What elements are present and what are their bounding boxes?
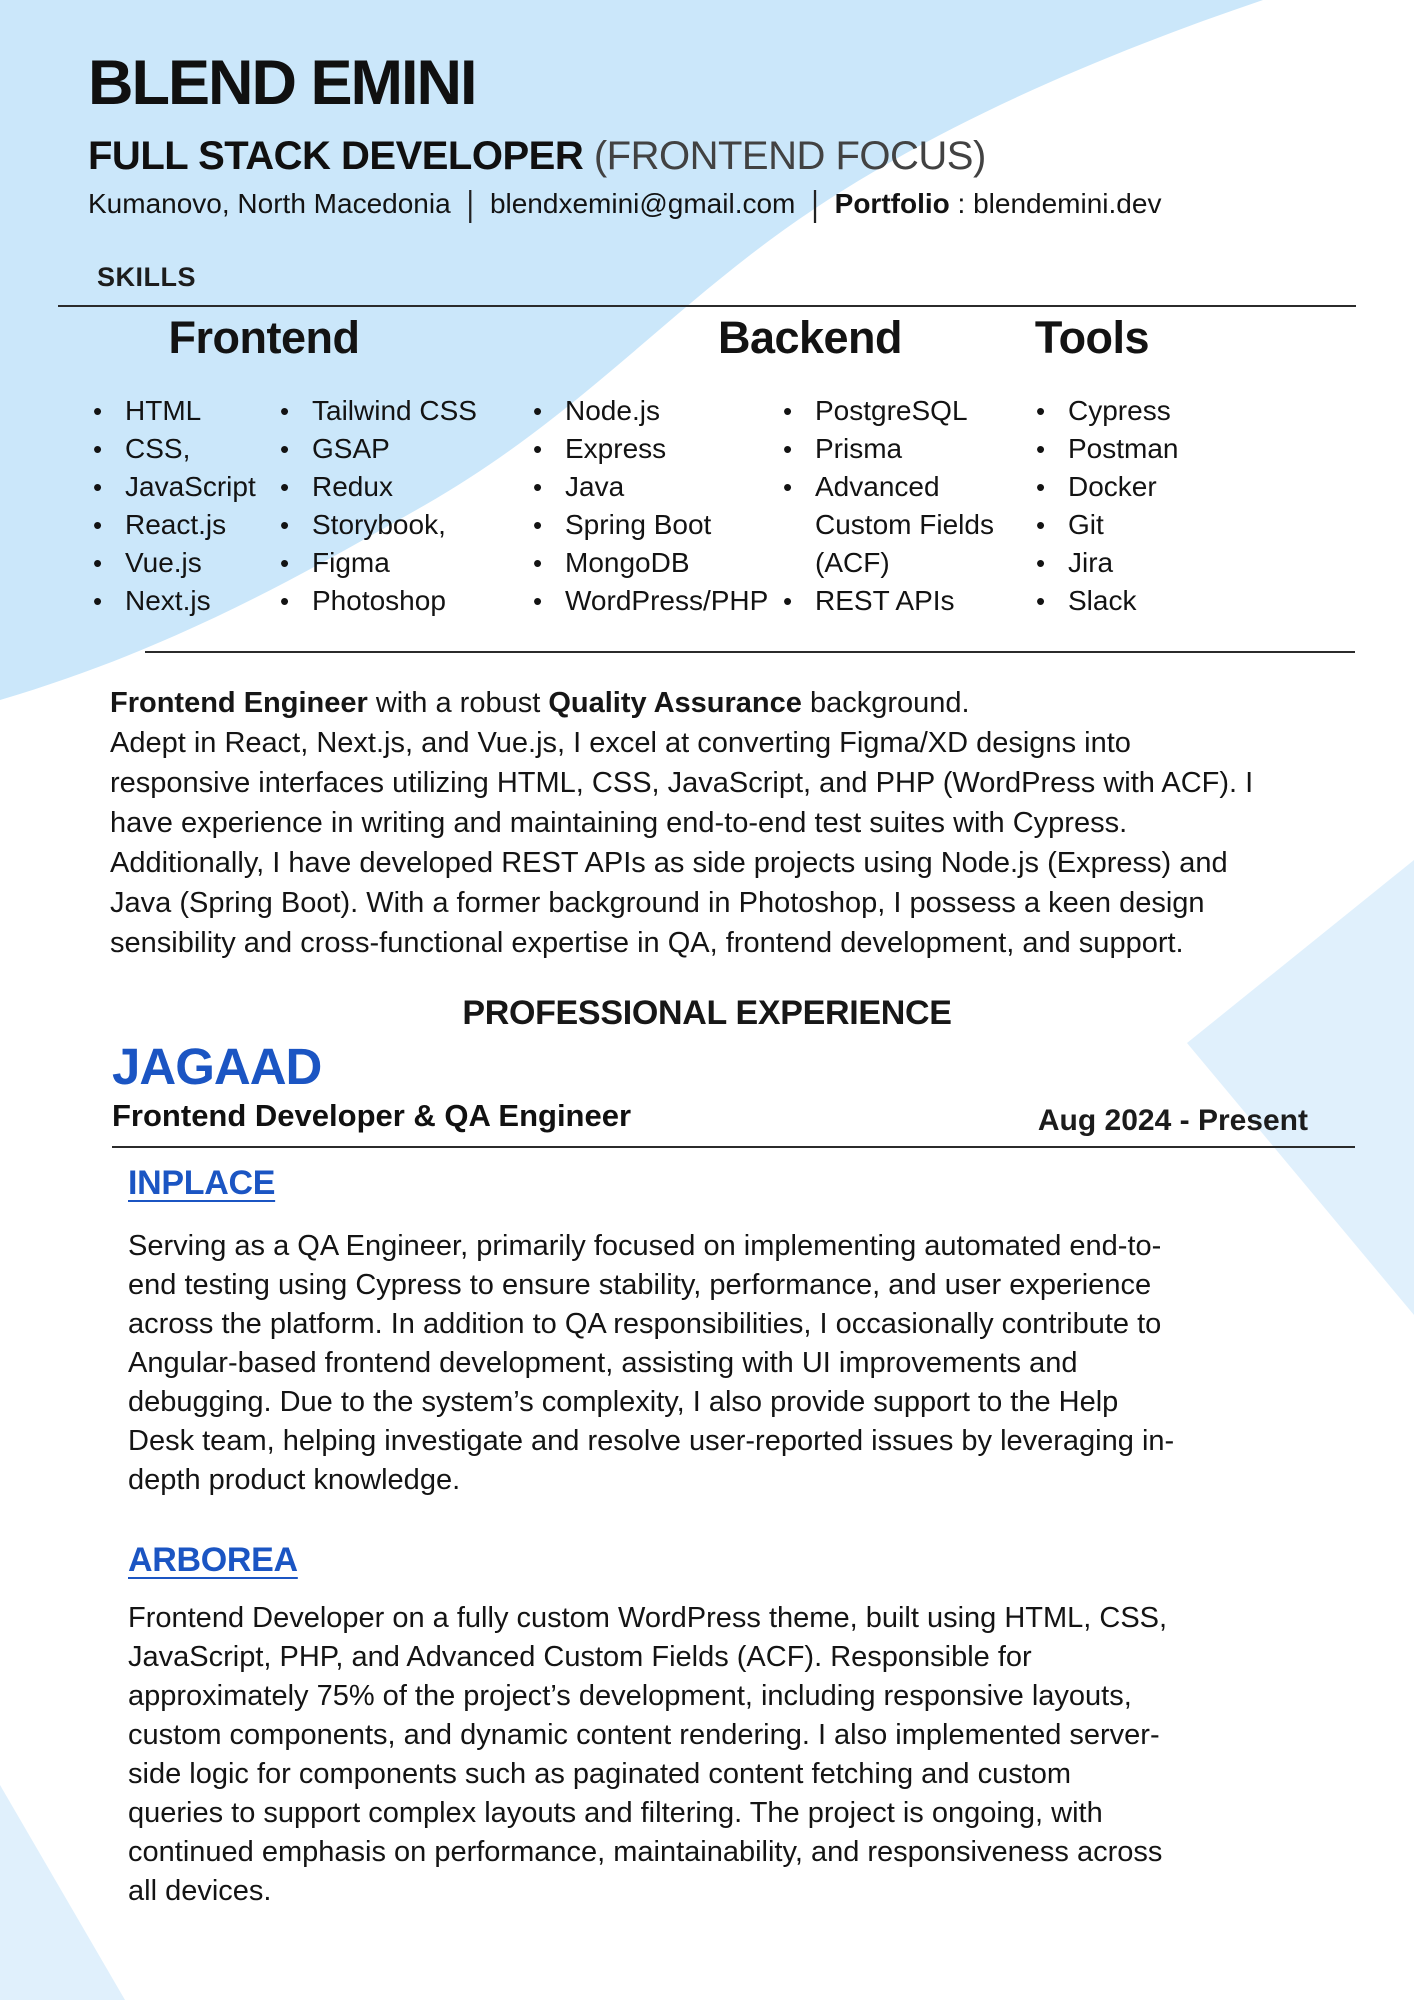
skill-item: • Java (565, 468, 768, 506)
skill-item: • Next.js (125, 582, 256, 620)
text-line: Adept in React, Next.js, and Vue.js, I excel at converting Figma/XD designs into (110, 727, 1131, 759)
skill-item: • JavaScript (125, 468, 256, 506)
skill-item: • Spring Boot (565, 506, 768, 544)
skill-item: • Figma (312, 544, 477, 582)
skill-item: • PostgreSQL (815, 392, 994, 430)
skill-item: • Cypress (1068, 392, 1179, 430)
skill-item: • Prisma (815, 430, 994, 468)
skill-item: • Postman (1068, 430, 1179, 468)
text-line: continued emphasis on performance, maintainability, and responsiveness across (128, 1836, 1163, 1868)
frontend-skill-list-1 (125, 392, 256, 620)
skill-item: • React.js (125, 506, 256, 544)
skill-item: • Express (565, 430, 768, 468)
skills-group-backend-title: Backend (717, 312, 903, 363)
contact-location: Kumanovo, North Macedonia (88, 188, 451, 219)
text-line: responsive interfaces utilizing HTML, CSS, JavaScript, and PHP (WordPress with ACF). I (110, 767, 1254, 799)
contact-line (88, 184, 1162, 223)
text-line: side logic for components such as paginated content fetching and custom (128, 1758, 1072, 1790)
portfolio-url: blendemini.dev (973, 188, 1162, 219)
skill-item: • MongoDB (565, 544, 768, 582)
skill-item: • WordPress/PHP (565, 582, 768, 620)
summary-paragraph (110, 723, 1253, 963)
portfolio-label: Portfolio (834, 188, 950, 219)
skill-item: • Slack (1068, 582, 1179, 620)
divider-under-role (112, 1146, 1355, 1148)
skill-item: • CSS, (125, 430, 256, 468)
divider-under-skills (145, 651, 1355, 653)
text-line: end testing using Cypress to ensure stability, performance, and user experience (128, 1269, 1152, 1301)
skill-item: Custom Fields (815, 509, 994, 540)
text-line: Desk team, helping investigate and resolve user-reported issues by leveraging in- (128, 1425, 1175, 1457)
contact-email: blendxemini@gmail.com (489, 188, 796, 219)
contact-separator: | (466, 184, 474, 223)
text-line: across the platform. In addition to QA responsibilities, I occasionally contribute to (128, 1308, 1162, 1340)
skill-item: • Jira (1068, 544, 1179, 582)
project-link-arborea[interactable]: ARBOREA (128, 1541, 298, 1579)
skill-item: • GSAP (312, 430, 477, 468)
job-title-focus: (FRONTEND FOCUS) (583, 134, 986, 178)
skill-item: • Git (1068, 506, 1179, 544)
skill-item: (ACF) (815, 547, 890, 578)
text-line: have experience in writing and maintaining end-to-end test suites with Cypress. (110, 807, 1128, 839)
text-line: debugging. Due to the system’s complexity, I also provide support to the Help (128, 1386, 1119, 1418)
skills-group-frontend-title: Frontend (168, 312, 360, 363)
summary-bold-quality-assurance: Quality Assurance (548, 687, 802, 719)
project-arborea-description (128, 1599, 1167, 1911)
contact-separator: | (811, 184, 819, 223)
text-line: Java (Spring Boot). With a former background in Photoshop, I possess a keen design (110, 887, 1205, 919)
portfolio-colon: : (949, 188, 974, 219)
company-name: JAGAAD (112, 1038, 322, 1095)
divider-top (58, 305, 1356, 307)
project-inplace-description (128, 1227, 1174, 1500)
skill-item: • Vue.js (125, 544, 256, 582)
text-line: sensibility and cross-functional expertise in QA, frontend development, and support. (110, 927, 1184, 959)
skill-item: • Storybook, (312, 506, 477, 544)
job-title-main: FULL STACK DEVELOPER (88, 134, 584, 178)
backend-skill-list-2 (815, 392, 994, 620)
skills-section-label: SKILLS (97, 262, 197, 292)
text-line: Angular-based frontend development, assisting with UI improvements and (128, 1347, 1078, 1379)
text-line: Additionally, I have developed REST APIs as side projects using Node.js (Express) and (110, 847, 1228, 879)
tools-skill-list (1068, 392, 1179, 620)
text-line: Frontend Developer on a fully custom WordPress theme, built using HTML, CSS, (128, 1602, 1168, 1634)
skill-item: • Redux (312, 468, 477, 506)
text-line: all devices. (128, 1875, 272, 1907)
role-title: Frontend Developer & QA Engineer (112, 1098, 632, 1133)
summary-lead-line (110, 683, 970, 723)
frontend-skill-list-2 (312, 392, 477, 620)
text-line: Serving as a QA Engineer, primarily focused on implementing automated end-to- (128, 1230, 1162, 1262)
project-link-inplace[interactable]: INPLACE (128, 1164, 276, 1202)
text-line: JavaScript, PHP, and Advanced Custom Fields (ACF). Responsible for (128, 1641, 1032, 1673)
text-line: depth product knowledge. (128, 1464, 461, 1496)
skill-item: • Docker (1068, 468, 1179, 506)
skill-item: • REST APIs (815, 582, 994, 620)
skill-item: • HTML (125, 392, 256, 430)
employment-period: Aug 2024 - Present (1037, 1104, 1308, 1137)
person-name: BLEND EMINI (88, 48, 476, 118)
backend-skill-list-1 (565, 392, 768, 620)
summary-text: background. (801, 687, 970, 719)
text-line: queries to support complex layouts and filtering. The project is ongoing, with (128, 1797, 1103, 1829)
skill-item: • Node.js (565, 392, 768, 430)
skill-item: • Tailwind CSS (312, 392, 477, 430)
summary-bold-frontend-engineer: Frontend Engineer (110, 687, 368, 719)
skill-item: • Photoshop (312, 582, 477, 620)
text-line: approximately 75% of the project’s development, including responsive layouts, (128, 1680, 1132, 1712)
experience-section-title: PROFESSIONAL EXPERIENCE (462, 994, 952, 1032)
skills-group-tools-title: Tools (1034, 312, 1150, 363)
bottom-left-wedge-shape (0, 1785, 125, 2000)
summary-text: with a robust (367, 687, 549, 719)
text-line: custom components, and dynamic content rendering. I also implemented server- (128, 1719, 1160, 1751)
skill-item: • Advanced (815, 468, 994, 506)
job-title (88, 136, 986, 176)
